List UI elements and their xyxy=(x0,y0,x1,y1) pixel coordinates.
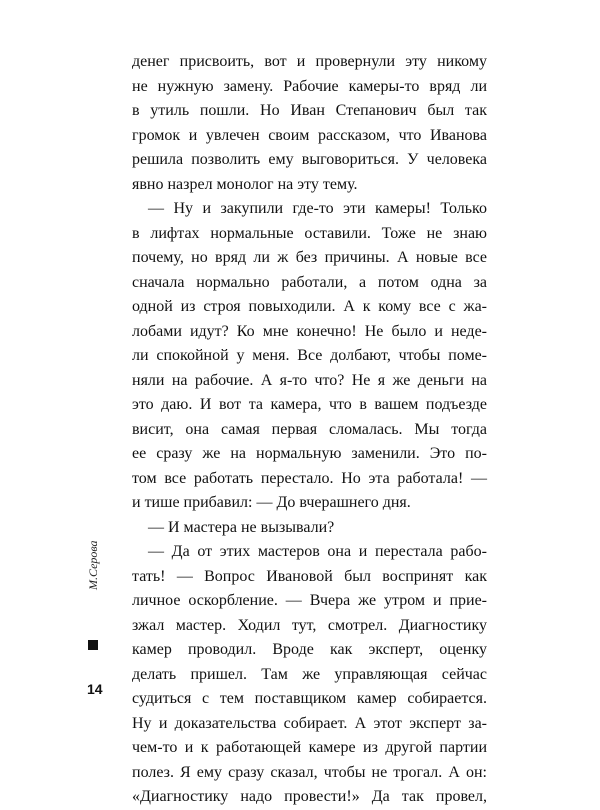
text-line: и тише прибавил: — До вчерашнего дня. xyxy=(132,494,411,511)
text-line: няли на рабочие. А я-то что? Не я же деньги на xyxy=(132,371,487,389)
text-line: камер проводил. Вроде как эксперт, оценку xyxy=(132,641,487,658)
text-line: ее сразу же на нормальную заменили. Это по- xyxy=(132,445,487,462)
text-line: судиться с тем поставщиком камер собирается. xyxy=(132,690,487,707)
section-marker xyxy=(88,640,98,650)
text-line: личное оскорбление. — Вчера же утром и прие- xyxy=(132,592,487,609)
text-line: полез. Я ему сразу сказал, чтобы не трогал. А он: xyxy=(132,763,487,781)
text-line: висит, она самая первая сломалась. Мы тогда xyxy=(132,420,487,438)
text-line: сначала нормально работали, а потом одна за xyxy=(132,273,487,291)
text-line: — Ну и закупили где-то эти камеры! Только xyxy=(148,200,487,217)
text-line: — Да от этих мастеров она и перестала рабо- xyxy=(148,543,487,560)
text-line: это даю. И вот та камера, что в вашем подъезде xyxy=(132,396,487,413)
text-line: громок и увлечен своим рассказом, что Иванова xyxy=(132,126,487,144)
text-line: зжал мастер. Ходил тут, смотрел. Диагностику xyxy=(132,616,487,634)
text-line: делать пришел. Там же управляющая сейчас xyxy=(132,665,487,683)
text-line: одной из строя повыходили. А к кому все с жа- xyxy=(132,298,487,315)
text-line: лобами идут? Ко мне конечно! Не было и неде- xyxy=(132,322,487,340)
text-line: в утиль пошли. Но Иван Степанович был так xyxy=(132,102,487,119)
text-line: — И мастера не вызывали? xyxy=(148,518,335,536)
text-line: явно назрел монолог на эту тему. xyxy=(132,175,358,193)
text-line: «Диагностику надо провести!» Да так провел, xyxy=(132,788,487,805)
text-line: чем-то и к работающей камере из другой партии xyxy=(132,739,487,756)
page-number: 14 xyxy=(87,681,103,697)
text-line: ли спокойной у меня. Все долбают, чтобы поме- xyxy=(132,347,487,364)
text-line: тать! — Вопрос Ивановой был воспринят как xyxy=(132,567,487,585)
text-line: не нужную замену. Рабочие камеры-то вряд ли xyxy=(132,77,487,95)
text-line: решила позволить ему выговориться. У человека xyxy=(132,151,487,168)
text-line: Ну и доказательства собирает. А этот эксперт за- xyxy=(132,714,487,732)
body-text xyxy=(132,50,487,810)
running-head: М.Серова xyxy=(86,540,100,590)
text-line: в лифтах нормальные оставили. Тоже не знаю xyxy=(132,224,487,242)
text-line: том все работать перестало. Но эта работала! — xyxy=(132,469,487,487)
text-line: почему, но вряд ли ж без причины. А новые все xyxy=(132,249,487,266)
text-line: денег присвоить, вот и провернули эту никому xyxy=(132,53,487,70)
